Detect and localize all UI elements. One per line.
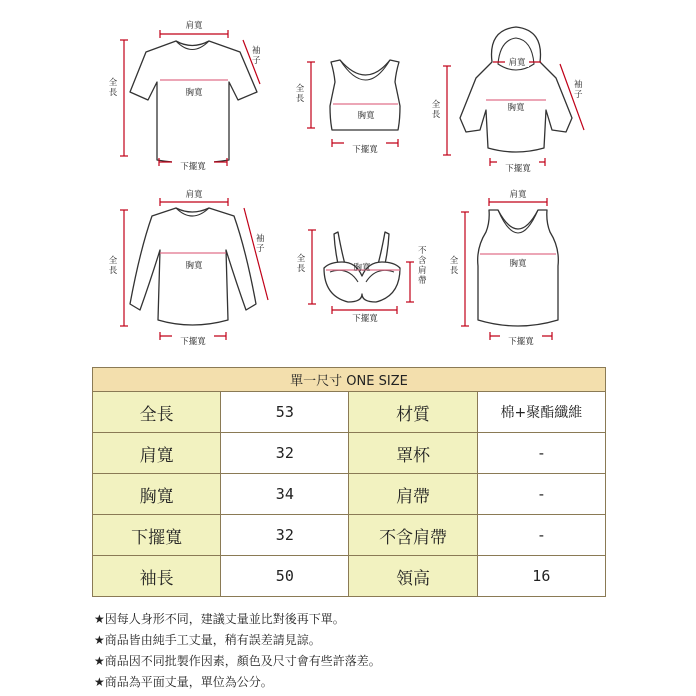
- length-label-3: 全長: [431, 100, 441, 120]
- row-label-strap: 肩帶: [349, 474, 477, 515]
- row-label-sleeve: 袖長: [93, 556, 221, 597]
- shoulder-label: 肩寬: [185, 21, 203, 31]
- chest-label-3: 胸寬: [507, 103, 525, 113]
- row-value-shoulder: 32: [221, 433, 349, 474]
- shoulder-label-6: 肩寬: [509, 190, 527, 200]
- chest-label-2: 胸寬: [357, 111, 375, 121]
- row-label-shoulder: 肩寬: [93, 433, 221, 474]
- notes: [94, 609, 654, 693]
- row-value-collar: 16: [477, 556, 605, 597]
- row-label-cup: 罩杯: [349, 433, 477, 474]
- note-item: ★因每人身形不同，建議丈量並比對後再下單。: [94, 612, 345, 626]
- row-label-hem: 下擺寬: [93, 515, 221, 556]
- row-value-sleeve: 50: [221, 556, 349, 597]
- row-label-collar: 領高: [349, 556, 477, 597]
- sleeve-label-4: 袖子: [256, 234, 265, 254]
- row-value-strap: -: [477, 474, 605, 515]
- row-value-chest: 34: [221, 474, 349, 515]
- table-row: [93, 556, 606, 597]
- length-label: 全長: [108, 78, 118, 98]
- row-value-length: 53: [221, 392, 349, 433]
- row-value-hem: 32: [221, 515, 349, 556]
- size-table: [92, 367, 606, 597]
- hoodie-diagram: [432, 27, 584, 174]
- longsleeve-diagram: [109, 189, 268, 347]
- length-label-5: 全長: [296, 254, 306, 274]
- tanktop-diagram: [450, 189, 559, 347]
- shoulder-label-3: 肩寬: [508, 58, 526, 68]
- table-row: [93, 515, 606, 556]
- hem-label-2: 下擺寬: [352, 145, 378, 155]
- shoulder-label-4: 肩寬: [185, 190, 203, 200]
- note-item: ★商品為平面丈量，單位為公分。: [94, 675, 273, 689]
- chest-label: 胸寬: [185, 88, 203, 98]
- row-label-length: 全長: [93, 392, 221, 433]
- row-value-no-strap: -: [477, 515, 605, 556]
- size-table-header: 單一尺寸 ONE SIZE: [93, 368, 606, 392]
- row-label-material: 材質: [349, 392, 477, 433]
- tshirt-diagram: [109, 19, 261, 172]
- sleeve-label: 袖子: [252, 46, 261, 66]
- length-label-4: 全長: [108, 256, 118, 276]
- bra-diagram: [297, 230, 427, 324]
- row-label-no-strap: 不含肩帶: [349, 515, 477, 556]
- note-item: ★商品皆由純手工丈量，稍有誤差請見諒。: [94, 633, 321, 647]
- hem-label-5: 下擺寬: [352, 314, 378, 324]
- hem-label-4: 下擺寬: [180, 337, 206, 347]
- no-strap-label: 不含肩帶: [418, 246, 427, 286]
- hem-label-3: 下擺寬: [505, 164, 531, 174]
- table-row: [93, 433, 606, 474]
- length-label-2: 全長: [295, 84, 305, 104]
- sleeve-label-3: 袖子: [574, 80, 583, 100]
- chest-label-6: 胸寬: [509, 259, 527, 269]
- row-value-cup: -: [477, 433, 605, 474]
- note-item: ★商品因不同批製作因素，顏色及尺寸會有些許落差。: [94, 654, 381, 668]
- length-label-6: 全長: [449, 256, 459, 276]
- hem-label: 下擺寬: [180, 162, 206, 172]
- chest-label-5: 胸寬: [353, 263, 371, 273]
- table-row: [93, 474, 606, 515]
- row-value-material: 棉+聚酯纖維: [477, 392, 605, 433]
- table-row: [93, 392, 606, 433]
- row-label-chest: 胸寬: [93, 474, 221, 515]
- hem-label-6: 下擺寬: [508, 337, 534, 347]
- table-header-row: [93, 368, 606, 392]
- chest-label-4: 胸寬: [185, 261, 203, 271]
- bra-top-diagram: [296, 60, 400, 155]
